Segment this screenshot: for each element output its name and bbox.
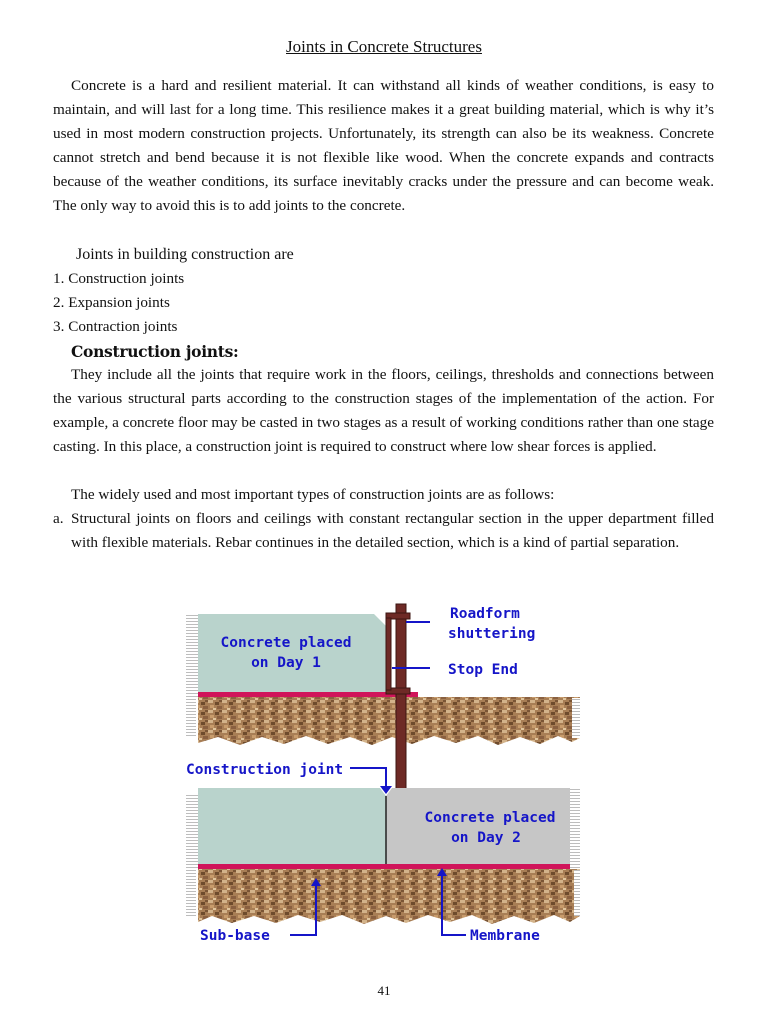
stop-end-label: Stop End [448,662,518,678]
cut-edge [186,696,196,736]
list-item-text: Structural joints on floors and ceilings with constant rectangular section in the upper department filled with flexible materials. Rebar continues in the detailed section, which is a kind of partial separation. [71,510,714,551]
membrane-layer-bottom [198,864,570,869]
construction-joint-diagram [180,600,580,955]
construction-joint-label: Construction joint [186,762,344,778]
stop-end-board [386,618,391,690]
list-item: 3. Contraction joints [53,318,178,335]
cut-edge [186,794,200,868]
cut-edge [186,614,200,698]
cut-edge [570,788,580,868]
cut-edge [572,698,580,738]
diagram-svg [180,600,580,950]
cut-edge [574,870,580,916]
intro-paragraph: Concrete is a hard and resilient material. It can withstand all kinds of weather conditions, is easy to maintain, and will last for a long time. This resilience makes it a great building material, which is why it’s used in most modern construction projects. Unfortunately, its strength can also be its weakness. Concrete cannot stretch and bend because it is not flexible like wood. When the concrete expands and contracts because of the weather conditions, its surface inevitably cracks under the pressure and can become weak. The only way to avoid this is to add joints to the concrete. [53,77,714,214]
roadform-label-line1: Roadform [450,606,520,622]
concrete-day2 [386,788,570,866]
concrete-day1-bottom [198,788,386,866]
day2-label-line2: on Day 2 [451,830,521,846]
subbase-layer [198,697,580,745]
cut-edge [186,868,196,918]
membrane-label: Membrane [470,928,540,944]
construction-paragraph: They include all the joints that require work in the floors, ceilings, thresholds and connections between the various structural parts according to the construction stages of the implementation of the action. For example, a concrete floor may be casted in two stages as a result of working conditions rather than one stage casting. In this place, a construction joint is required to construct where low shear forces is applied. [53,366,714,455]
day2-label-line1: Concrete placed [424,810,556,826]
list-item: 2. Expansion joints [53,294,170,311]
bottom-section [186,788,580,924]
roadform-label-line2: shuttering [448,626,536,642]
list-marker: a. [53,510,64,527]
shutter-post [396,604,406,796]
page-number: 41 [377,983,391,998]
list-item: 1. Construction joints [53,270,185,287]
list-item-a [53,507,714,555]
page-title: Joints in Concrete Structures [286,37,482,56]
section-heading: Construction joints: [71,342,239,361]
joints-intro: Joints in building construction are [76,246,294,263]
subbase-label: Sub-base [200,928,270,944]
types-intro: The widely used and most important types of construction joints are as follows: [71,486,555,503]
day1-label-line1: Concrete placed [220,635,352,651]
membrane-layer [198,692,418,697]
subbase-layer-bottom [198,869,580,924]
day1-label-line2: on Day 1 [251,655,321,671]
